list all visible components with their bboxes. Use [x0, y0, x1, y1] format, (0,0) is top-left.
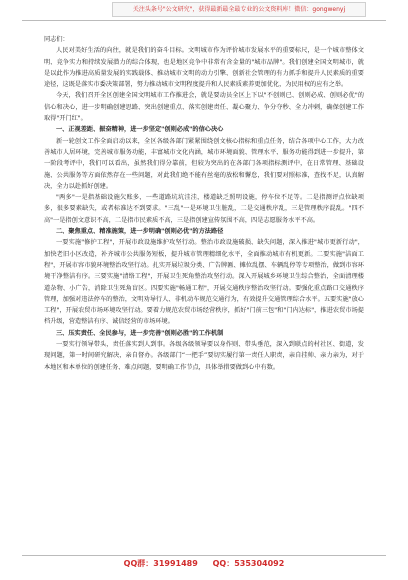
footer-contact — [0, 558, 408, 569]
section-heading: 三、压实责任、全民参与，进一步完善"创则必胜"的工作机制 — [56, 329, 224, 337]
section-heading: 二、聚焦重点、精准施策，进一步明确"创则必优"的方法路径 — [56, 228, 224, 236]
footer-qq: QQ：535304092 — [212, 559, 285, 568]
section-paragraph: "两多"一是指基础设施欠账多，一些道路坑坑洼洼，楼道缺乏照明设施，停车位不足等。二是指测评点位缺项多，很多要素缺失，或者标准达不到要求。"三乱"一是环境卫生脏乱，二是交通秩序乱，三是管理秩序混乱。"四不高"一是指创文意识不高，二是指市民素质不高，三是指创建宣传氛围不高，四是志愿服务水平不高。 — [44, 194, 364, 224]
section-paragraph: 一要实施"修护工程"，开展市政设施维护攻坚行动。整治市政设施破损、缺失问题，深入推进"城市更新行动"，加快老旧小区改造，补齐城市公共服务短板，提升城市管理精细化水平，全面推动城市有机更新。二要实施"洁面工程"，开展市容市貌环境整治攻坚行动。扎实开展垃圾分类、广告牌匾、摊位乱摆、车辆乱停等专项整治，做到市容环境干净整洁有序。三要实施"清络工程"，开展卫生死角整治攻坚行动。深入开展城乡环境卫生综合整治，全面清理楼道杂物、小广告，消除卫生死角盲区。四要实施"畅通工程"，开展交通秩序整治攻坚行动。要强化重点路口交通秩序管理，加强对违法停车的整治，文明劝导行人、非机动车规范交通行为，有效提升交通管理综合水平。五要实施"放心工程"，开展农贸市场环境攻坚行动。要着力规范农贸市场经营秩序，抓好"门前三包"和"门内达标"，推进农贸市场提档升级，营造整洁有序、诚信经营的市场环境。 — [44, 239, 364, 326]
section-paragraph: 一要实行领导带头，责任落实到人到事。各级各级领导要以身作则、带头垂范，深入到联点的村社区、街道，发现问题，第一时间研究解决，亲自督办。各级部门“一把手”要切实履行第一责任人职责，亲自挂帅、亲力亲为，对于本地区和本单位的创建任务、难点问题，要明确工作节点，具体举措要做到心中有数。 — [44, 341, 364, 371]
intro-paragraph: 人民对美好生活的向往，就是我们的奋斗目标。文明城市作为评价城市发展水平的重要标尺，是一个城市整体文明、竞争实力和持续发展潜力的综合体现，也是地区竞争中非常有含金量的"城市品牌"。我们创建全国文明城市，就是以此作为推进高质量发展的实践载体、推动城市文明的动力引擎、创新社会管理的有力抓手和提升人民素质的重要途径，这既是落实市委决策部署，努力推动城市文明程度提升和人民素质素养更加优化，为民用权的应有之举。 — [44, 47, 364, 89]
salutation: 同志们： — [44, 36, 69, 43]
header-divider — [22, 20, 386, 21]
header-banner: 关注头条号"公文研究"，获得最新最全最专业的公文资料库！微信：gongwenyj — [112, 2, 366, 17]
footer-divider — [22, 555, 386, 556]
footer-qq-group: QQ群：31991489 — [123, 559, 198, 568]
document-body — [44, 34, 364, 546]
section-paragraph: 新一轮创文工作全面启动以来，全区各级各部门紧紧围绕创文核心指标和重点任务，结合各项中心工作，大力改善城市人居环境，完善城市服务功能，丰富城市文化内涵，城市环境面貌、管理水平、服务功能得到进一步提升，第一阶段考评中，我们可以看出，虽然我们得分靠前，但较为突出的在各部门各项指标测评中，在日常管理、基础设施、公共服务等方面依然存在一些问题，对此我们绝不能有丝毫的放松和懈怠，我们要对照标准，查找不足，认真解决，全力以赴抓好创建。 — [44, 137, 364, 190]
section-heading: 一、正视差距、振奋精神，进一步坚定"创则必成"的信心决心 — [56, 126, 224, 134]
intro-paragraph: 今天，我们召开全区创建全国文明城市工作推进会，就是要动员全区上下以"不创则已、创则必成、创则必优"的信心和决心，进一步明确创建思路、突出创建重点、落实创建责任、凝心聚力、争分夺秒、全力冲刺，确保创建工作取得"开门红"。 — [44, 92, 364, 123]
